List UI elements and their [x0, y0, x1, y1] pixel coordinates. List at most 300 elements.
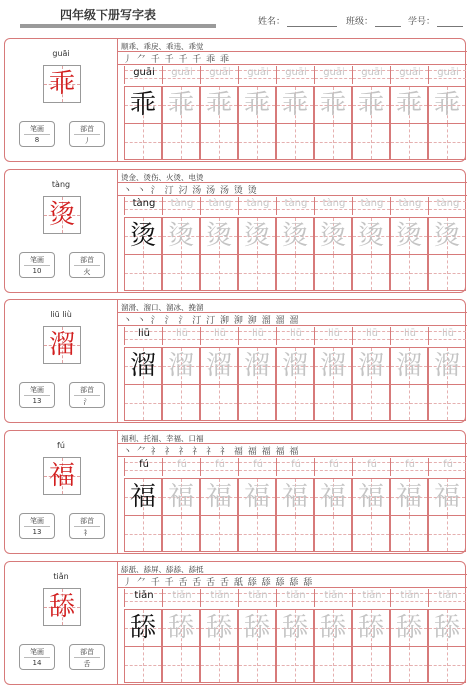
- radical-box: [69, 121, 105, 147]
- pinyin-trace: fú: [177, 459, 187, 470]
- pinyin-trace: fú: [291, 459, 301, 470]
- pinyin-cell[interactable]: [314, 327, 352, 345]
- title-underline: [20, 24, 216, 28]
- blank-practice-cell[interactable]: [276, 385, 314, 421]
- pinyin-cell[interactable]: [124, 197, 162, 215]
- char-display-box: [43, 588, 81, 626]
- tianzige-cell[interactable]: [162, 478, 200, 516]
- char-trace: 福: [319, 482, 346, 512]
- example-words: 溜滑、溜口、溜冰、挽溜: [121, 303, 204, 312]
- char-trace: 乖: [243, 90, 270, 120]
- char-trace: 福: [357, 482, 384, 512]
- char-trace: 福: [167, 482, 194, 512]
- stroke-count-box: [19, 121, 55, 147]
- pinyin-trace: tiǎn: [438, 590, 458, 601]
- blank-practice-cell[interactable]: [276, 516, 314, 552]
- page-title: 四年级下册写字表: [60, 8, 157, 22]
- stroke-order: 丶 丶 氵 氵 氵 汀 汀 泖 泖 泖 溜 溜 溜: [123, 316, 300, 326]
- pinyin-cell[interactable]: [162, 197, 200, 215]
- pinyin-trace: liū: [328, 328, 340, 339]
- char-display-box: [43, 196, 81, 234]
- char-info-panel: [5, 300, 118, 422]
- example-words: 舔舐、舔屏、舔舔、舔抵: [121, 565, 204, 574]
- stroke-count-label: 笔画: [30, 256, 44, 264]
- blank-practice-cell[interactable]: [390, 124, 428, 160]
- pinyin-trace: tàng: [436, 198, 460, 209]
- tianzige-cell[interactable]: [238, 217, 276, 255]
- pinyin-trace: fú: [443, 459, 453, 470]
- stroke-count-label: 笔画: [30, 648, 44, 656]
- char-trace: 烫: [243, 221, 270, 251]
- blank-practice-cell[interactable]: [124, 255, 162, 291]
- pinyin-trace: liū: [252, 328, 264, 339]
- stroke-count-box: [19, 252, 55, 278]
- name-label: 姓名：: [258, 17, 286, 27]
- tianzige-cell[interactable]: [314, 478, 352, 516]
- pinyin-trace: tiǎn: [400, 590, 420, 601]
- char-trace: 舔: [319, 613, 346, 643]
- tianzige-cell[interactable]: [352, 478, 390, 516]
- stroke-count-value: 13: [32, 397, 42, 405]
- radical-label: 部首: [80, 648, 94, 656]
- blank-practice-cell[interactable]: [276, 647, 314, 683]
- pinyin-trace: liū: [214, 328, 226, 339]
- radical-box: [69, 382, 105, 408]
- blank-practice-cell[interactable]: [162, 124, 200, 160]
- blank-practice-cell[interactable]: [314, 385, 352, 421]
- char-trace: 舔: [281, 613, 308, 643]
- char-model: 乖: [129, 90, 156, 120]
- blank-practice-cell[interactable]: [352, 516, 390, 552]
- blank-practice-cell[interactable]: [314, 647, 352, 683]
- char-trace: 溜: [205, 351, 232, 381]
- tianzige-cell[interactable]: [200, 347, 238, 385]
- blank-practice-cell[interactable]: [124, 516, 162, 552]
- pinyin-trace: fú: [405, 459, 415, 470]
- char-section: [4, 169, 466, 293]
- practice-grid: [124, 327, 466, 421]
- radical-label: 部首: [80, 386, 94, 394]
- class-label: 班级：: [346, 17, 374, 27]
- char-section: [4, 561, 466, 685]
- pinyin-trace: guāi: [209, 67, 231, 78]
- pinyin-cell[interactable]: [124, 66, 162, 84]
- tianzige-cell[interactable]: [200, 86, 238, 124]
- example-words: 顺乖、乖戾、乖违、乖觉: [121, 42, 204, 51]
- pinyin-cell[interactable]: [124, 327, 162, 345]
- tianzige-cell[interactable]: [200, 478, 238, 516]
- pinyin-trace: tiǎn: [210, 590, 230, 601]
- char-trace: 烫: [395, 221, 422, 251]
- char-trace: 福: [395, 482, 422, 512]
- blank-practice-cell[interactable]: [352, 385, 390, 421]
- blank-practice-cell[interactable]: [238, 124, 276, 160]
- pinyin-trace: guāi: [247, 67, 269, 78]
- character: 乖: [48, 69, 75, 99]
- pinyin-trace: tàng: [246, 198, 270, 209]
- pinyin-trace: tiǎn: [286, 590, 306, 601]
- pinyin-trace: liū: [442, 328, 454, 339]
- pinyin-cell[interactable]: [238, 327, 276, 345]
- pinyin-trace: tiǎn: [362, 590, 382, 601]
- pinyin-cell[interactable]: [200, 458, 238, 476]
- pinyin-cell[interactable]: [428, 327, 466, 345]
- pinyin-trace: tiǎn: [324, 590, 344, 601]
- pinyin-trace: tàng: [284, 198, 308, 209]
- stroke-count-value: 13: [32, 528, 42, 536]
- pinyin-cell[interactable]: [276, 327, 314, 345]
- practice-grid: [124, 458, 466, 552]
- practice-grid: [124, 66, 466, 160]
- header: [0, 0, 472, 34]
- char-trace: 乖: [205, 90, 232, 120]
- blank-practice-cell[interactable]: [390, 647, 428, 683]
- blank-practice-cell[interactable]: [200, 124, 238, 160]
- tianzige-cell[interactable]: [124, 609, 162, 647]
- char-pinyin: tiǎn: [53, 572, 69, 581]
- pinyin-trace: fú: [367, 459, 377, 470]
- char-model: 烫: [129, 221, 156, 251]
- tianzige-cell[interactable]: [428, 478, 466, 516]
- pinyin-trace: guāi: [171, 67, 193, 78]
- pinyin-cell[interactable]: [428, 66, 466, 84]
- pinyin-trace: guāi: [323, 67, 345, 78]
- char-info-panel: [5, 431, 118, 553]
- pinyin-cell[interactable]: [276, 458, 314, 476]
- tianzige-cell[interactable]: [124, 217, 162, 255]
- tianzige-cell[interactable]: [314, 217, 352, 255]
- blank-practice-cell[interactable]: [238, 385, 276, 421]
- pinyin-cell[interactable]: [428, 458, 466, 476]
- pinyin-cell[interactable]: [162, 589, 200, 607]
- practice-grid: [124, 589, 466, 683]
- radical-box: [69, 644, 105, 670]
- char-pinyin: tàng: [51, 180, 71, 189]
- tianzige-cell[interactable]: [428, 347, 466, 385]
- char-trace: 烫: [205, 221, 232, 251]
- pinyin-trace: tàng: [170, 198, 194, 209]
- pinyin-model: guāi: [133, 67, 155, 78]
- tianzige-cell[interactable]: [352, 217, 390, 255]
- pinyin-trace: liū: [366, 328, 378, 339]
- pinyin-cell[interactable]: [162, 458, 200, 476]
- blank-practice-cell[interactable]: [352, 255, 390, 291]
- blank-practice-cell[interactable]: [314, 255, 352, 291]
- radical-box: [69, 513, 105, 539]
- char-trace: 溜: [281, 351, 308, 381]
- radical-value: 礻: [83, 529, 91, 537]
- blank-practice-cell[interactable]: [428, 385, 466, 421]
- char-trace: 烫: [357, 221, 384, 251]
- tianzige-cell[interactable]: [390, 86, 428, 124]
- pinyin-cell[interactable]: [238, 589, 276, 607]
- tianzige-cell[interactable]: [352, 609, 390, 647]
- name-line: [287, 26, 337, 27]
- pinyin-cell[interactable]: [162, 66, 200, 84]
- pinyin-trace: guāi: [437, 67, 459, 78]
- pinyin-cell[interactable]: [352, 589, 390, 607]
- blank-practice-cell[interactable]: [276, 124, 314, 160]
- char-pinyin: liū liù: [50, 310, 72, 319]
- blank-practice-cell[interactable]: [276, 255, 314, 291]
- radical-value: 舌: [83, 660, 91, 668]
- pinyin-cell[interactable]: [352, 327, 390, 345]
- char-trace: 舔: [205, 613, 232, 643]
- tianzige-cell[interactable]: [162, 347, 200, 385]
- tianzige-cell[interactable]: [428, 217, 466, 255]
- pinyin-cell[interactable]: [428, 589, 466, 607]
- char-display-box: [43, 457, 81, 495]
- tianzige-cell[interactable]: [428, 609, 466, 647]
- char-model: 溜: [129, 351, 156, 381]
- pinyin-trace: fú: [329, 459, 339, 470]
- char-section: [4, 430, 466, 554]
- tianzige-cell[interactable]: [352, 347, 390, 385]
- char-trace: 乖: [357, 90, 384, 120]
- char-trace: 溜: [167, 351, 194, 381]
- tianzige-cell[interactable]: [200, 609, 238, 647]
- blank-practice-cell[interactable]: [238, 647, 276, 683]
- tianzige-cell[interactable]: [276, 609, 314, 647]
- tianzige-cell[interactable]: [428, 86, 466, 124]
- pinyin-cell[interactable]: [352, 66, 390, 84]
- pinyin-trace: tiǎn: [172, 590, 192, 601]
- pinyin-trace: guāi: [285, 67, 307, 78]
- char-model: 舔: [129, 613, 156, 643]
- tianzige-cell[interactable]: [238, 478, 276, 516]
- tianzige-cell[interactable]: [276, 478, 314, 516]
- pinyin-cell[interactable]: [200, 66, 238, 84]
- blank-practice-cell[interactable]: [200, 255, 238, 291]
- tianzige-cell[interactable]: [200, 217, 238, 255]
- char-trace: 溜: [357, 351, 384, 381]
- example-words: 福利、托福、幸福、口福: [121, 434, 204, 443]
- pinyin-cell[interactable]: [200, 197, 238, 215]
- stroke-count-box: [19, 382, 55, 408]
- blank-practice-cell[interactable]: [200, 385, 238, 421]
- pinyin-cell[interactable]: [390, 327, 428, 345]
- pinyin-trace: tàng: [398, 198, 422, 209]
- class-field[interactable]: [346, 14, 401, 27]
- tianzige-cell[interactable]: [314, 609, 352, 647]
- char-trace: 舔: [395, 613, 422, 643]
- stroke-order: 丿 ⺈ 千 千 千 千 乖 乖: [123, 55, 231, 65]
- id-field[interactable]: [408, 14, 463, 27]
- char-pinyin: guāi: [52, 49, 70, 58]
- char-trace: 舔: [433, 613, 460, 643]
- blank-practice-cell[interactable]: [428, 124, 466, 160]
- id-label: 学号：: [408, 17, 436, 27]
- pinyin-model: fú: [139, 459, 149, 470]
- pinyin-cell[interactable]: [352, 458, 390, 476]
- pinyin-cell[interactable]: [352, 197, 390, 215]
- char-section: [4, 299, 466, 423]
- stroke-order: 丶 丶 氵 汀 汈 汤 汤 汤 烫 烫: [123, 186, 258, 196]
- tianzige-cell[interactable]: [276, 86, 314, 124]
- blank-practice-cell[interactable]: [314, 516, 352, 552]
- tianzige-cell[interactable]: [390, 478, 428, 516]
- blank-practice-cell[interactable]: [390, 255, 428, 291]
- blank-practice-cell[interactable]: [162, 516, 200, 552]
- blank-practice-cell[interactable]: [200, 647, 238, 683]
- pinyin-trace: liū: [404, 328, 416, 339]
- blank-practice-cell[interactable]: [428, 647, 466, 683]
- char-trace: 福: [433, 482, 460, 512]
- char-trace: 溜: [319, 351, 346, 381]
- pinyin-cell[interactable]: [124, 458, 162, 476]
- char-trace: 烫: [281, 221, 308, 251]
- tianzige-cell[interactable]: [124, 347, 162, 385]
- blank-practice-cell[interactable]: [124, 124, 162, 160]
- char-trace: 烫: [433, 221, 460, 251]
- pinyin-model: tàng: [132, 198, 156, 209]
- tianzige-cell[interactable]: [124, 86, 162, 124]
- pinyin-cell[interactable]: [200, 327, 238, 345]
- char-trace: 乖: [433, 90, 460, 120]
- class-line: [375, 26, 401, 27]
- tianzige-cell[interactable]: [390, 217, 428, 255]
- pinyin-trace: liū: [290, 328, 302, 339]
- pinyin-cell[interactable]: [238, 458, 276, 476]
- radical-label: 部首: [80, 517, 94, 525]
- char-model: 福: [129, 482, 156, 512]
- char-trace: 福: [243, 482, 270, 512]
- blank-practice-cell[interactable]: [124, 647, 162, 683]
- char-info-panel: [5, 170, 118, 292]
- blank-practice-cell[interactable]: [428, 255, 466, 291]
- pinyin-cell[interactable]: [390, 589, 428, 607]
- char-trace: 福: [281, 482, 308, 512]
- tianzige-cell[interactable]: [390, 609, 428, 647]
- pinyin-cell[interactable]: [162, 327, 200, 345]
- pinyin-trace: tiǎn: [248, 590, 268, 601]
- pinyin-cell[interactable]: [200, 589, 238, 607]
- tianzige-cell[interactable]: [238, 347, 276, 385]
- stroke-count-box: [19, 513, 55, 539]
- pinyin-trace: guāi: [361, 67, 383, 78]
- stroke-count-box: [19, 644, 55, 670]
- stroke-count-value: 8: [34, 136, 40, 144]
- blank-practice-cell[interactable]: [162, 255, 200, 291]
- character: 舔: [48, 592, 75, 622]
- radical-box: [69, 252, 105, 278]
- stroke-count-value: 14: [32, 659, 42, 667]
- char-display-box: [43, 65, 81, 103]
- char-trace: 舔: [243, 613, 270, 643]
- char-trace: 乖: [319, 90, 346, 120]
- pinyin-cell[interactable]: [314, 458, 352, 476]
- blank-practice-cell[interactable]: [352, 647, 390, 683]
- stroke-count-value: 10: [32, 267, 42, 275]
- radical-value: 氵: [83, 398, 91, 406]
- tianzige-cell[interactable]: [238, 609, 276, 647]
- radical-label: 部首: [80, 256, 94, 264]
- blank-practice-cell[interactable]: [352, 124, 390, 160]
- char-section: [4, 38, 466, 162]
- blank-practice-cell[interactable]: [200, 516, 238, 552]
- pinyin-cell[interactable]: [238, 66, 276, 84]
- stroke-count-label: 笔画: [30, 517, 44, 525]
- pinyin-model: liū: [138, 328, 150, 339]
- pinyin-cell[interactable]: [238, 197, 276, 215]
- stroke-order: 丿 ⺈ 千 千 舌 舌 舌 舌 舐 舔 舔 舔 舔 舔: [123, 578, 314, 588]
- blank-practice-cell[interactable]: [314, 124, 352, 160]
- char-trace: 舔: [357, 613, 384, 643]
- pinyin-cell[interactable]: [276, 197, 314, 215]
- pinyin-trace: liū: [176, 328, 188, 339]
- tianzige-cell[interactable]: [352, 86, 390, 124]
- tianzige-cell[interactable]: [162, 217, 200, 255]
- pinyin-trace: fú: [215, 459, 225, 470]
- char-trace: 溜: [243, 351, 270, 381]
- stroke-order: 丶 ⺈ 礻 礻 礻 礻 礻 礻 福 福 福 福 福: [123, 447, 300, 457]
- char-display-box: [43, 326, 81, 364]
- radical-label: 部首: [80, 125, 94, 133]
- stroke-count-label: 笔画: [30, 386, 44, 394]
- pinyin-trace: guāi: [399, 67, 421, 78]
- char-trace: 福: [205, 482, 232, 512]
- char-info-panel: [5, 39, 118, 161]
- pinyin-cell[interactable]: [390, 458, 428, 476]
- character: 烫: [48, 200, 75, 230]
- pinyin-cell[interactable]: [314, 197, 352, 215]
- blank-practice-cell[interactable]: [238, 516, 276, 552]
- character: 溜: [48, 330, 75, 360]
- pinyin-trace: tàng: [208, 198, 232, 209]
- blank-practice-cell[interactable]: [162, 647, 200, 683]
- tianzige-cell[interactable]: [390, 347, 428, 385]
- tianzige-cell[interactable]: [162, 609, 200, 647]
- char-trace: 乖: [281, 90, 308, 120]
- char-info-panel: [5, 562, 118, 684]
- char-trace: 乖: [395, 90, 422, 120]
- tianzige-cell[interactable]: [314, 347, 352, 385]
- blank-practice-cell[interactable]: [238, 255, 276, 291]
- pinyin-cell[interactable]: [276, 66, 314, 84]
- char-trace: 乖: [167, 90, 194, 120]
- pinyin-cell[interactable]: [390, 66, 428, 84]
- char-trace: 溜: [433, 351, 460, 381]
- pinyin-cell[interactable]: [390, 197, 428, 215]
- pinyin-cell[interactable]: [314, 66, 352, 84]
- character: 福: [48, 461, 75, 491]
- blank-practice-cell[interactable]: [124, 385, 162, 421]
- tianzige-cell[interactable]: [276, 217, 314, 255]
- pinyin-cell[interactable]: [276, 589, 314, 607]
- pinyin-cell[interactable]: [124, 589, 162, 607]
- char-pinyin: fú: [57, 441, 65, 450]
- char-trace: 烫: [167, 221, 194, 251]
- char-trace: 溜: [395, 351, 422, 381]
- pinyin-cell[interactable]: [428, 197, 466, 215]
- blank-practice-cell[interactable]: [428, 516, 466, 552]
- pinyin-model: tiǎn: [134, 590, 154, 601]
- stroke-count-label: 笔画: [30, 125, 44, 133]
- blank-practice-cell[interactable]: [390, 385, 428, 421]
- pinyin-trace: tàng: [322, 198, 346, 209]
- tianzige-cell[interactable]: [314, 86, 352, 124]
- pinyin-trace: tàng: [360, 198, 384, 209]
- tianzige-cell[interactable]: [276, 347, 314, 385]
- pinyin-cell[interactable]: [314, 589, 352, 607]
- blank-practice-cell[interactable]: [162, 385, 200, 421]
- tianzige-cell[interactable]: [238, 86, 276, 124]
- radical-value: 火: [83, 268, 91, 276]
- tianzige-cell[interactable]: [162, 86, 200, 124]
- tianzige-cell[interactable]: [124, 478, 162, 516]
- blank-practice-cell[interactable]: [390, 516, 428, 552]
- name-field[interactable]: [258, 14, 337, 27]
